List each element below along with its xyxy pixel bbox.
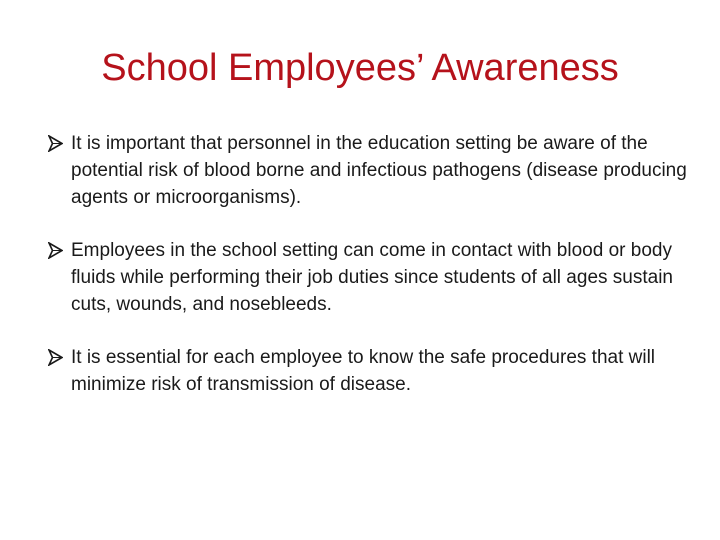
arrow-bullet-icon [48, 242, 63, 259]
slide-title: School Employees’ Awareness [101, 47, 619, 89]
bullet-text: It is important that personnel in the education setting be aware of the potential risk of blood borne and infectious pathogens (disease producing agents or microorganisms). [71, 133, 687, 208]
bullet-text: Employees in the school setting can come in contact with blood or body fluids while performing their job duties since students of all ages sustain cuts, wounds, and nosebleeds. [71, 240, 673, 315]
arrow-bullet-icon [48, 135, 63, 152]
arrow-bullet-icon [48, 349, 63, 366]
bullet-list [48, 130, 688, 398]
bullet-text: It is essential for each employee to know the safe procedures that will minimize risk of transmission of disease. [71, 347, 656, 395]
bullet-item [48, 130, 688, 211]
bullet-item [48, 344, 688, 398]
bullet-item [48, 237, 688, 318]
